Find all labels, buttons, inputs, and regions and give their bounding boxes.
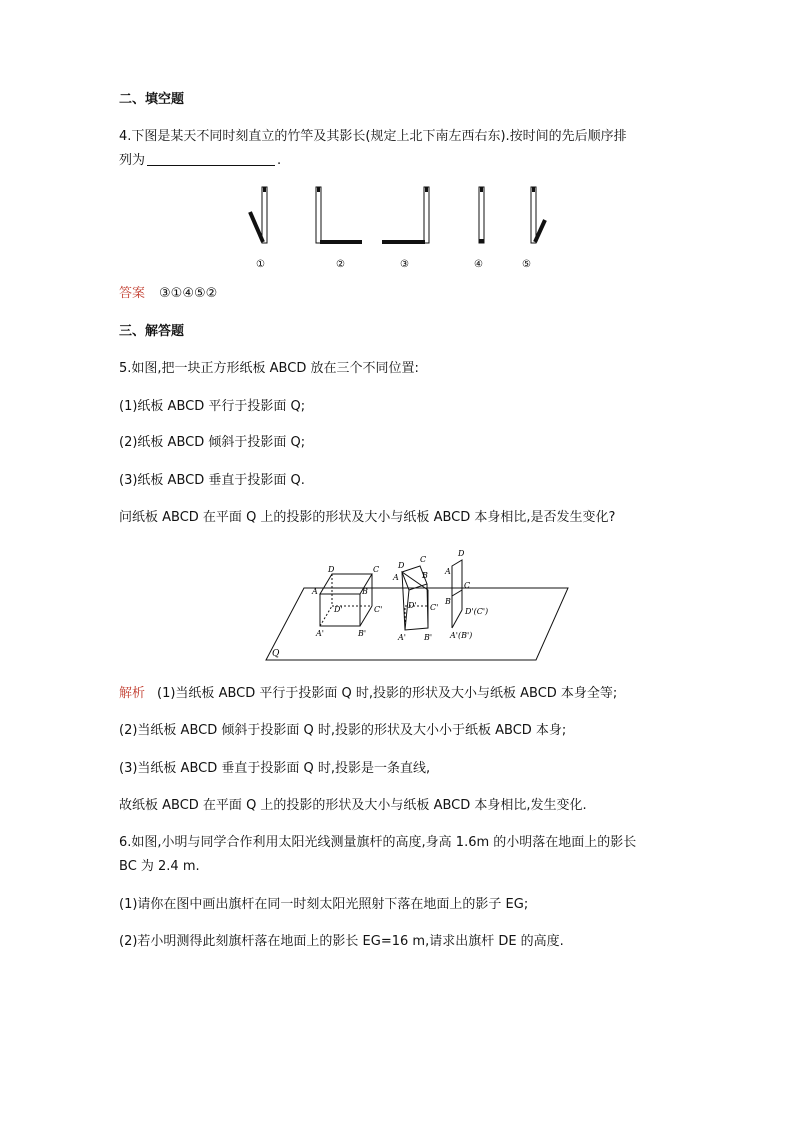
- p3-label-b: B: [445, 597, 451, 606]
- pole-1: [250, 187, 267, 243]
- q6-line-2: BC 为 2.4 m.: [119, 859, 200, 874]
- p3-label-dc: D'(C'): [465, 607, 489, 616]
- section-3-heading: 三、解答题: [119, 324, 185, 339]
- pole-label-4: ④: [474, 259, 483, 270]
- q4-line-2-prefix: 列为: [119, 153, 146, 168]
- label-q: Q: [272, 649, 280, 659]
- p2-label-d: D: [398, 561, 405, 570]
- case-parallel: [320, 574, 372, 626]
- pole-3: [382, 187, 429, 244]
- pole-4: [479, 187, 484, 243]
- p1-label-b1: B': [358, 629, 367, 638]
- p2-label-a1: A': [398, 633, 406, 642]
- q6-item-2: (2)若小明测得此刻旗杆落在地面上的影长 EG=16 m,请求出旗杆 DE 的高度.: [119, 934, 564, 949]
- p1-label-a1: A': [316, 629, 324, 638]
- q5-item-3: (3)纸板 ABCD 垂直于投影面 Q.: [119, 473, 305, 488]
- p2-label-b: B: [422, 571, 428, 580]
- pole-label-5: ⑤: [522, 259, 531, 270]
- answer-label: 答案: [119, 286, 146, 301]
- solution-label: 解析: [119, 686, 146, 701]
- p2-label-c: C: [420, 555, 427, 564]
- p1-label-d: D: [328, 565, 335, 574]
- p2-label-b1: B': [424, 633, 433, 642]
- q5-intro: 5.如图,把一块正方形纸板 ABCD 放在三个不同位置:: [119, 361, 419, 376]
- q5-item-2: (2)纸板 ABCD 倾斜于投影面 Q;: [119, 435, 306, 450]
- projection-figure: [262, 548, 572, 664]
- answer-value: ③①④⑤②: [159, 286, 218, 301]
- answer-blank: [147, 152, 275, 166]
- p1-label-a: A: [312, 587, 318, 596]
- pole-shadow-figure: [236, 184, 556, 274]
- p1-label-b: B: [362, 587, 368, 596]
- p3-label-a: A: [445, 567, 451, 576]
- q5-item-1: (1)纸板 ABCD 平行于投影面 Q;: [119, 399, 306, 414]
- pole-label-2: ②: [336, 259, 345, 270]
- pole-5: [531, 187, 545, 243]
- section-2-heading: 二、填空题: [119, 92, 185, 107]
- q5-solution-4: 故纸板 ABCD 在平面 Q 上的投影的形状及大小与纸板 ABCD 本身相比,发生变化.: [119, 798, 587, 813]
- q5-question: 问纸板 ABCD 在平面 Q 上的投影的形状及大小与纸板 ABCD 本身相比,是否发生变化?: [119, 510, 616, 525]
- solution-1-text: (1)当纸板 ABCD 平行于投影面 Q 时,投影的形状及大小与纸板 ABCD 本身全等;: [157, 686, 618, 701]
- plane-q: [266, 588, 568, 660]
- case-perpendicular: [452, 560, 462, 628]
- p3-label-c: C: [464, 581, 471, 590]
- q4-answer: [119, 285, 217, 303]
- pole-2: [316, 187, 362, 244]
- p3-label-ab: A'(B'): [450, 631, 473, 640]
- p1-label-d1: D': [334, 605, 343, 614]
- q4-line-2-suffix: .: [277, 153, 282, 168]
- q5-solution-1: [119, 685, 617, 703]
- q4-line-1: 4.下图是某天不同时刻直立的竹竿及其影长(规定上北下南左西右东).按时间的先后顺序排: [119, 129, 627, 144]
- q5-solution-2: (2)当纸板 ABCD 倾斜于投影面 Q 时,投影的形状及大小小于纸板 ABCD 本身;: [119, 723, 567, 738]
- p2-label-d1: D': [408, 601, 417, 610]
- p1-label-c: C: [373, 565, 380, 574]
- pole-label-3: ③: [400, 259, 409, 270]
- p2-label-c1: C': [430, 603, 439, 612]
- q4-line-2: [119, 152, 281, 170]
- q5-solution-3: (3)当纸板 ABCD 垂直于投影面 Q 时,投影是一条直线,: [119, 761, 431, 776]
- p3-label-d: D: [458, 549, 465, 558]
- q6-item-1: (1)请你在图中画出旗杆在同一时刻太阳光照射下落在地面上的影子 EG;: [119, 897, 529, 912]
- p1-label-c1: C': [374, 605, 383, 614]
- q6-line-1: 6.如图,小明与同学合作利用太阳光线测量旗杆的高度,身高 1.6m 的小明落在地面上的影长: [119, 835, 637, 850]
- pole-label-1: ①: [256, 259, 265, 270]
- p2-label-a: A: [393, 573, 399, 582]
